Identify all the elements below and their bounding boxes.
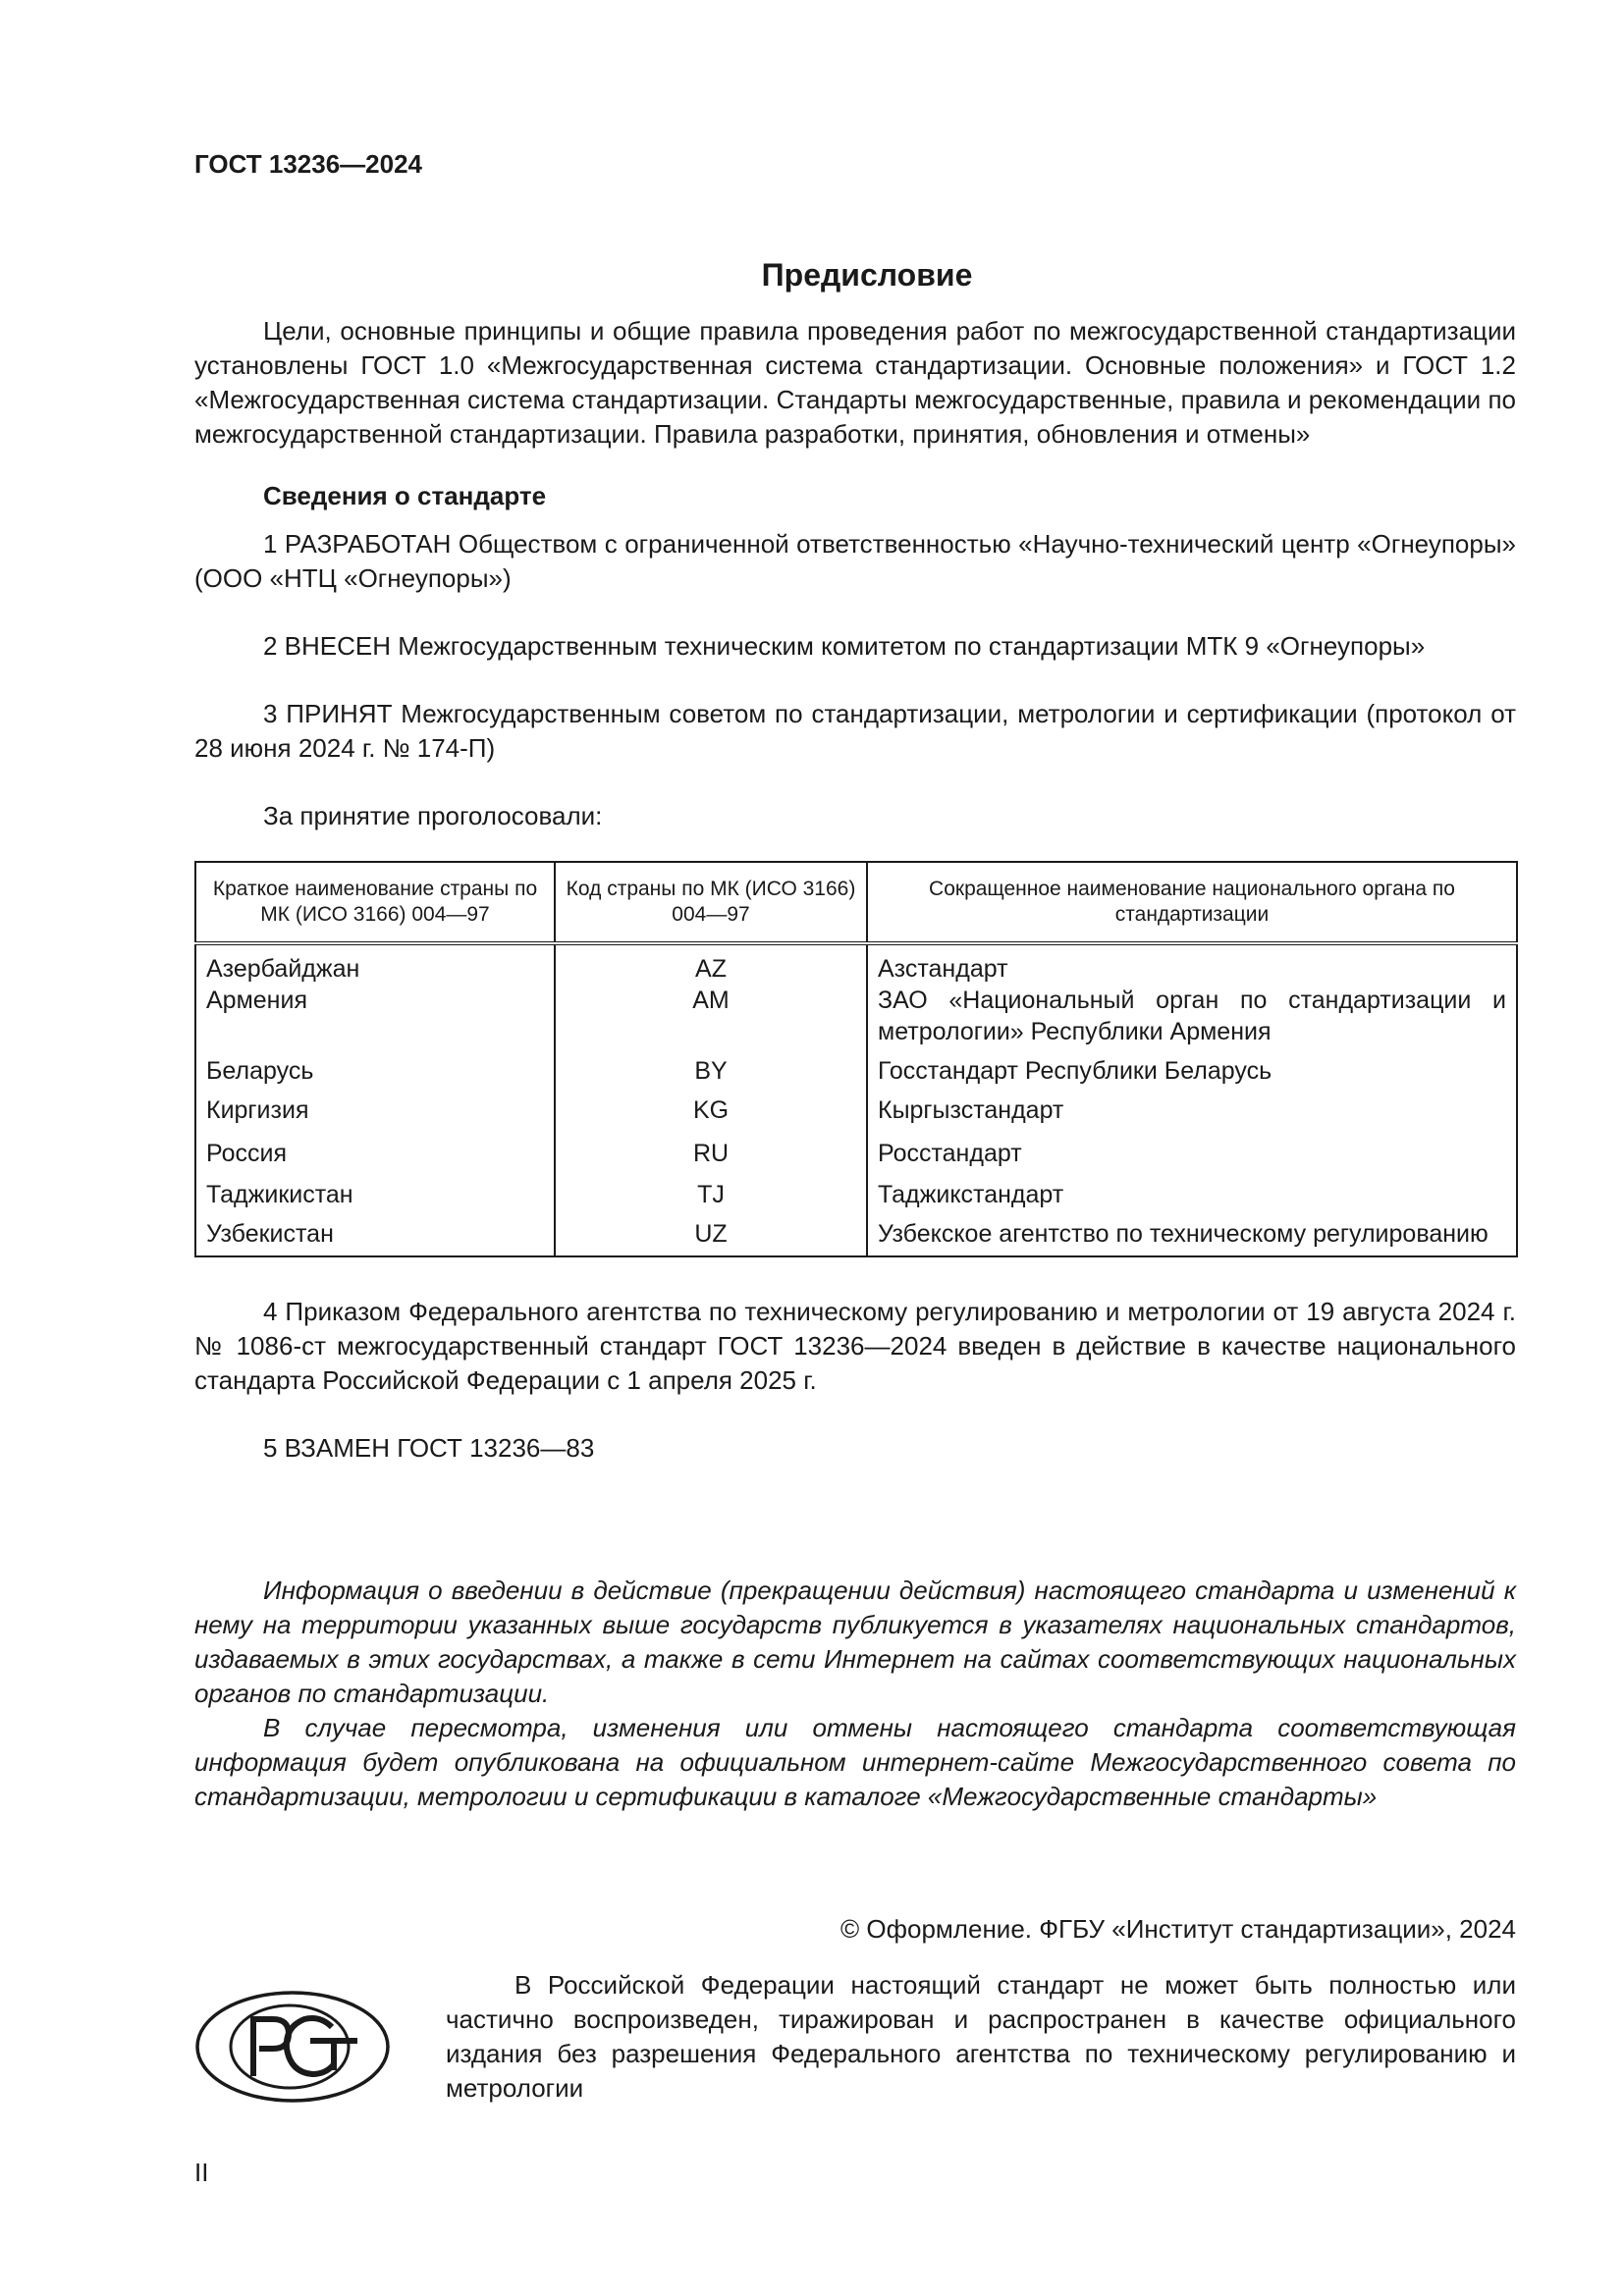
document-code: ГОСТ 13236—2024 (194, 149, 422, 179)
national-body: Узбекское агентство по техническому регулированию (867, 1218, 1517, 1256)
rights-notice: В Российской Федерации настоящий стандарт не может быть полностью или частично воспроизведен, тиражирован и распространен в качестве официального издания без разрешения Федерального агентства по техническому регулированию и метрологии (446, 1970, 1516, 2103)
notice-paragraph-revision: В случае пересмотра, изменения или отмены настоящего стандарта соответствующая информация будет опубликована на официальном интернет-сайте Межгосударственного совета по стандартизации, метрологии и сертификации в каталоге «Межгосударственные стандарты» (194, 1713, 1516, 1811)
intro-paragraph: Цели, основные принципы и общие правила проведения работ по межгосударственной стандартизации установлены ГОСТ 1.0 «Межгосударственная система стандартизации. Основные положения» и ГОСТ 1.2 «Межгосударственная система стандартизации. Стандарты межгосударственные, правила и рекомендации по межгосударственной стандартизации. Правила разработки, принятия, обновления и отмены» (194, 316, 1516, 449)
document-page (194, 147, 1516, 2125)
country-name: Россия (195, 1134, 555, 1179)
national-body: Таджикстандарт (867, 1179, 1517, 1218)
item-introduced: 2 ВНЕСЕН Межгосударственным техническим комитетом по стандартизации МТК 9 «Огнеупоры» (263, 631, 1426, 661)
table-row (195, 1095, 1517, 1134)
country-code: AM (555, 985, 867, 1055)
country-code: BY (555, 1055, 867, 1095)
voting-countries-table (194, 861, 1518, 1257)
country-name: Таджикистан (195, 1179, 555, 1218)
country-name: Беларусь (195, 1055, 555, 1095)
national-body: Азстандарт (867, 943, 1517, 985)
copyright-line: © Оформление. ФГБУ «Институт стандартизации», 2024 (840, 1914, 1516, 1944)
table-row (195, 943, 1517, 985)
item-enacted: 4 Приказом Федерального агентства по техническому регулированию и метрологии от 19 августа 2024 г. № 1086-ст межгосударственный стандарт ГОСТ 13236—2024 введен в действие в качестве национального стандарта Российской Федерации с 1 апреля 2025 г. (194, 1297, 1516, 1395)
notice-paragraph-info: Информация о введении в действие (прекращении действия) настоящего стандарта и изменений к нему на территории указанных выше государств публикуется в указателях национальных стандартов, издаваемых в этих государствах, а также в сети Интернет на сайтах соответствующих национальных органов по стандартизации. (194, 1575, 1516, 1708)
section-title: Сведения о стандарте (263, 481, 547, 510)
header-country-name: Краткое наименование страны по МК (ИСО 3166) 004—97 (195, 862, 555, 943)
country-name: Армения (195, 985, 555, 1055)
rights-block (194, 1968, 1516, 2125)
table-row (195, 985, 1517, 1055)
country-name: Киргизия (195, 1095, 555, 1134)
item-adopted: 3 ПРИНЯТ Межгосударственным советом по стандартизации, метрологии и сертификации (протокол от 28 июня 2024 г. № 174-П) (194, 699, 1516, 763)
item-developed: 1 РАЗРАБОТАН Обществом с ограниченной ответственностью «Научно-технический центр «Огнеупоры» (ООО «НТЦ «Огнеупоры») (194, 529, 1516, 593)
national-body: Росстандарт (867, 1134, 1517, 1179)
country-code: RU (555, 1134, 867, 1179)
country-code: AZ (555, 943, 867, 985)
table-header-row (195, 862, 1517, 943)
table-row (195, 1179, 1517, 1218)
header-national-body: Сокращенное наименование национального органа по стандартизации (867, 862, 1517, 943)
country-code: UZ (555, 1218, 867, 1256)
national-body: ЗАО «Национальный орган по стандартизации и метрологии» Республики Армения (867, 985, 1517, 1055)
country-code: KG (555, 1095, 867, 1134)
national-body: Кыргызстандарт (867, 1095, 1517, 1134)
table-row (195, 1055, 1517, 1095)
country-code: TJ (555, 1179, 867, 1218)
table-row (195, 1134, 1517, 1179)
rst-certification-mark-icon (194, 1990, 391, 2104)
item-replaces: 5 ВЗАМЕН ГОСТ 13236—83 (263, 1433, 595, 1463)
national-body: Госстандарт Республики Беларусь (867, 1055, 1517, 1095)
country-name: Узбекистан (195, 1218, 555, 1256)
table-row (195, 1218, 1517, 1256)
voted-label: За принятие проголосовали: (263, 801, 603, 830)
page-number: II (194, 2158, 209, 2187)
header-country-code: Код страны по МК (ИСО 3166) 004—97 (555, 862, 867, 943)
page-title: Предисловие (761, 257, 973, 293)
country-name: Азербайджан (195, 943, 555, 985)
